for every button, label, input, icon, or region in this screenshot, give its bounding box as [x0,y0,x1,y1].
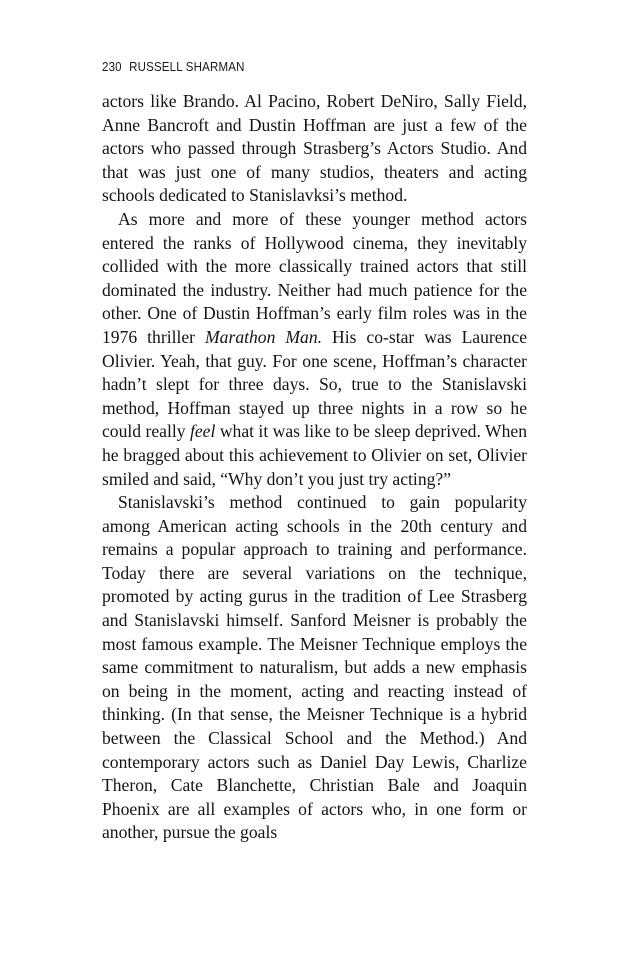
paragraph-2-part-2: His co-star was Laurence Olivier. Yeah, that guy. For one scene, Hoffman’s character hadn’t slept for three days. So, true to the Stanislavski method, Hoffman stayed up three nights in a row so he could really [102,326,527,442]
film-title: Marathon Man. [205,326,323,347]
page-number: 230 [102,60,122,74]
paragraph-3: Stanislavski’s method continued to gain popularity among American acting schools in the 20th century and remains a popular approach to training and performance. Today there are several variations on the technique, promoted by acting gurus in the tradition of Lee Strasberg and Stanislavski himself. Sanford Meisner is probably the most famous example. The Meisner Technique employs the same commitment to naturalism, but adds a new emphasis on being in the moment, acting and reacting instead of thinking. (In that sense, the Meisner Technique is a hybrid between the Classical School and the Method.) And contemporary actors such as Daniel Day Lewis, Charlize Theron, Cate Blanchette, Christian Bale and Joaquin Phoenix are all examples of actors who, in one form or another, pursue the goals [102,492,527,843]
emphasized-word: feel [189,421,216,442]
paragraph-1: actors like Brando. Al Pacino, Robert DeNiro, Sally Field, Anne Bancroft and Dustin Hoffman are just a few of the actors who passed through Strasberg’s Actors Studio. And that was just one of many studios, theaters and acting schools dedicated to Stanislavksi’s method. [102,91,527,206]
paragraph-2-part-3: what it was like to be sleep deprived. When he bragged about this achievement to Olivier on set, Olivier smiled and said, “Why don’t you just try acting?” [102,421,527,489]
paragraph-2 [102,208,527,491]
paragraph-2-part-1: As more and more of these younger method actors entered the ranks of Hollywood cinema, they inevitably collided with the more classically trained actors that still dominated the industry. Neither had much patience for the other. One of Dustin Hoffman’s early film roles was in the 1976 thriller [102,208,527,347]
author-name: RUSSELL SHARMAN [129,60,245,74]
running-head [102,60,245,74]
body-text [102,90,527,845]
